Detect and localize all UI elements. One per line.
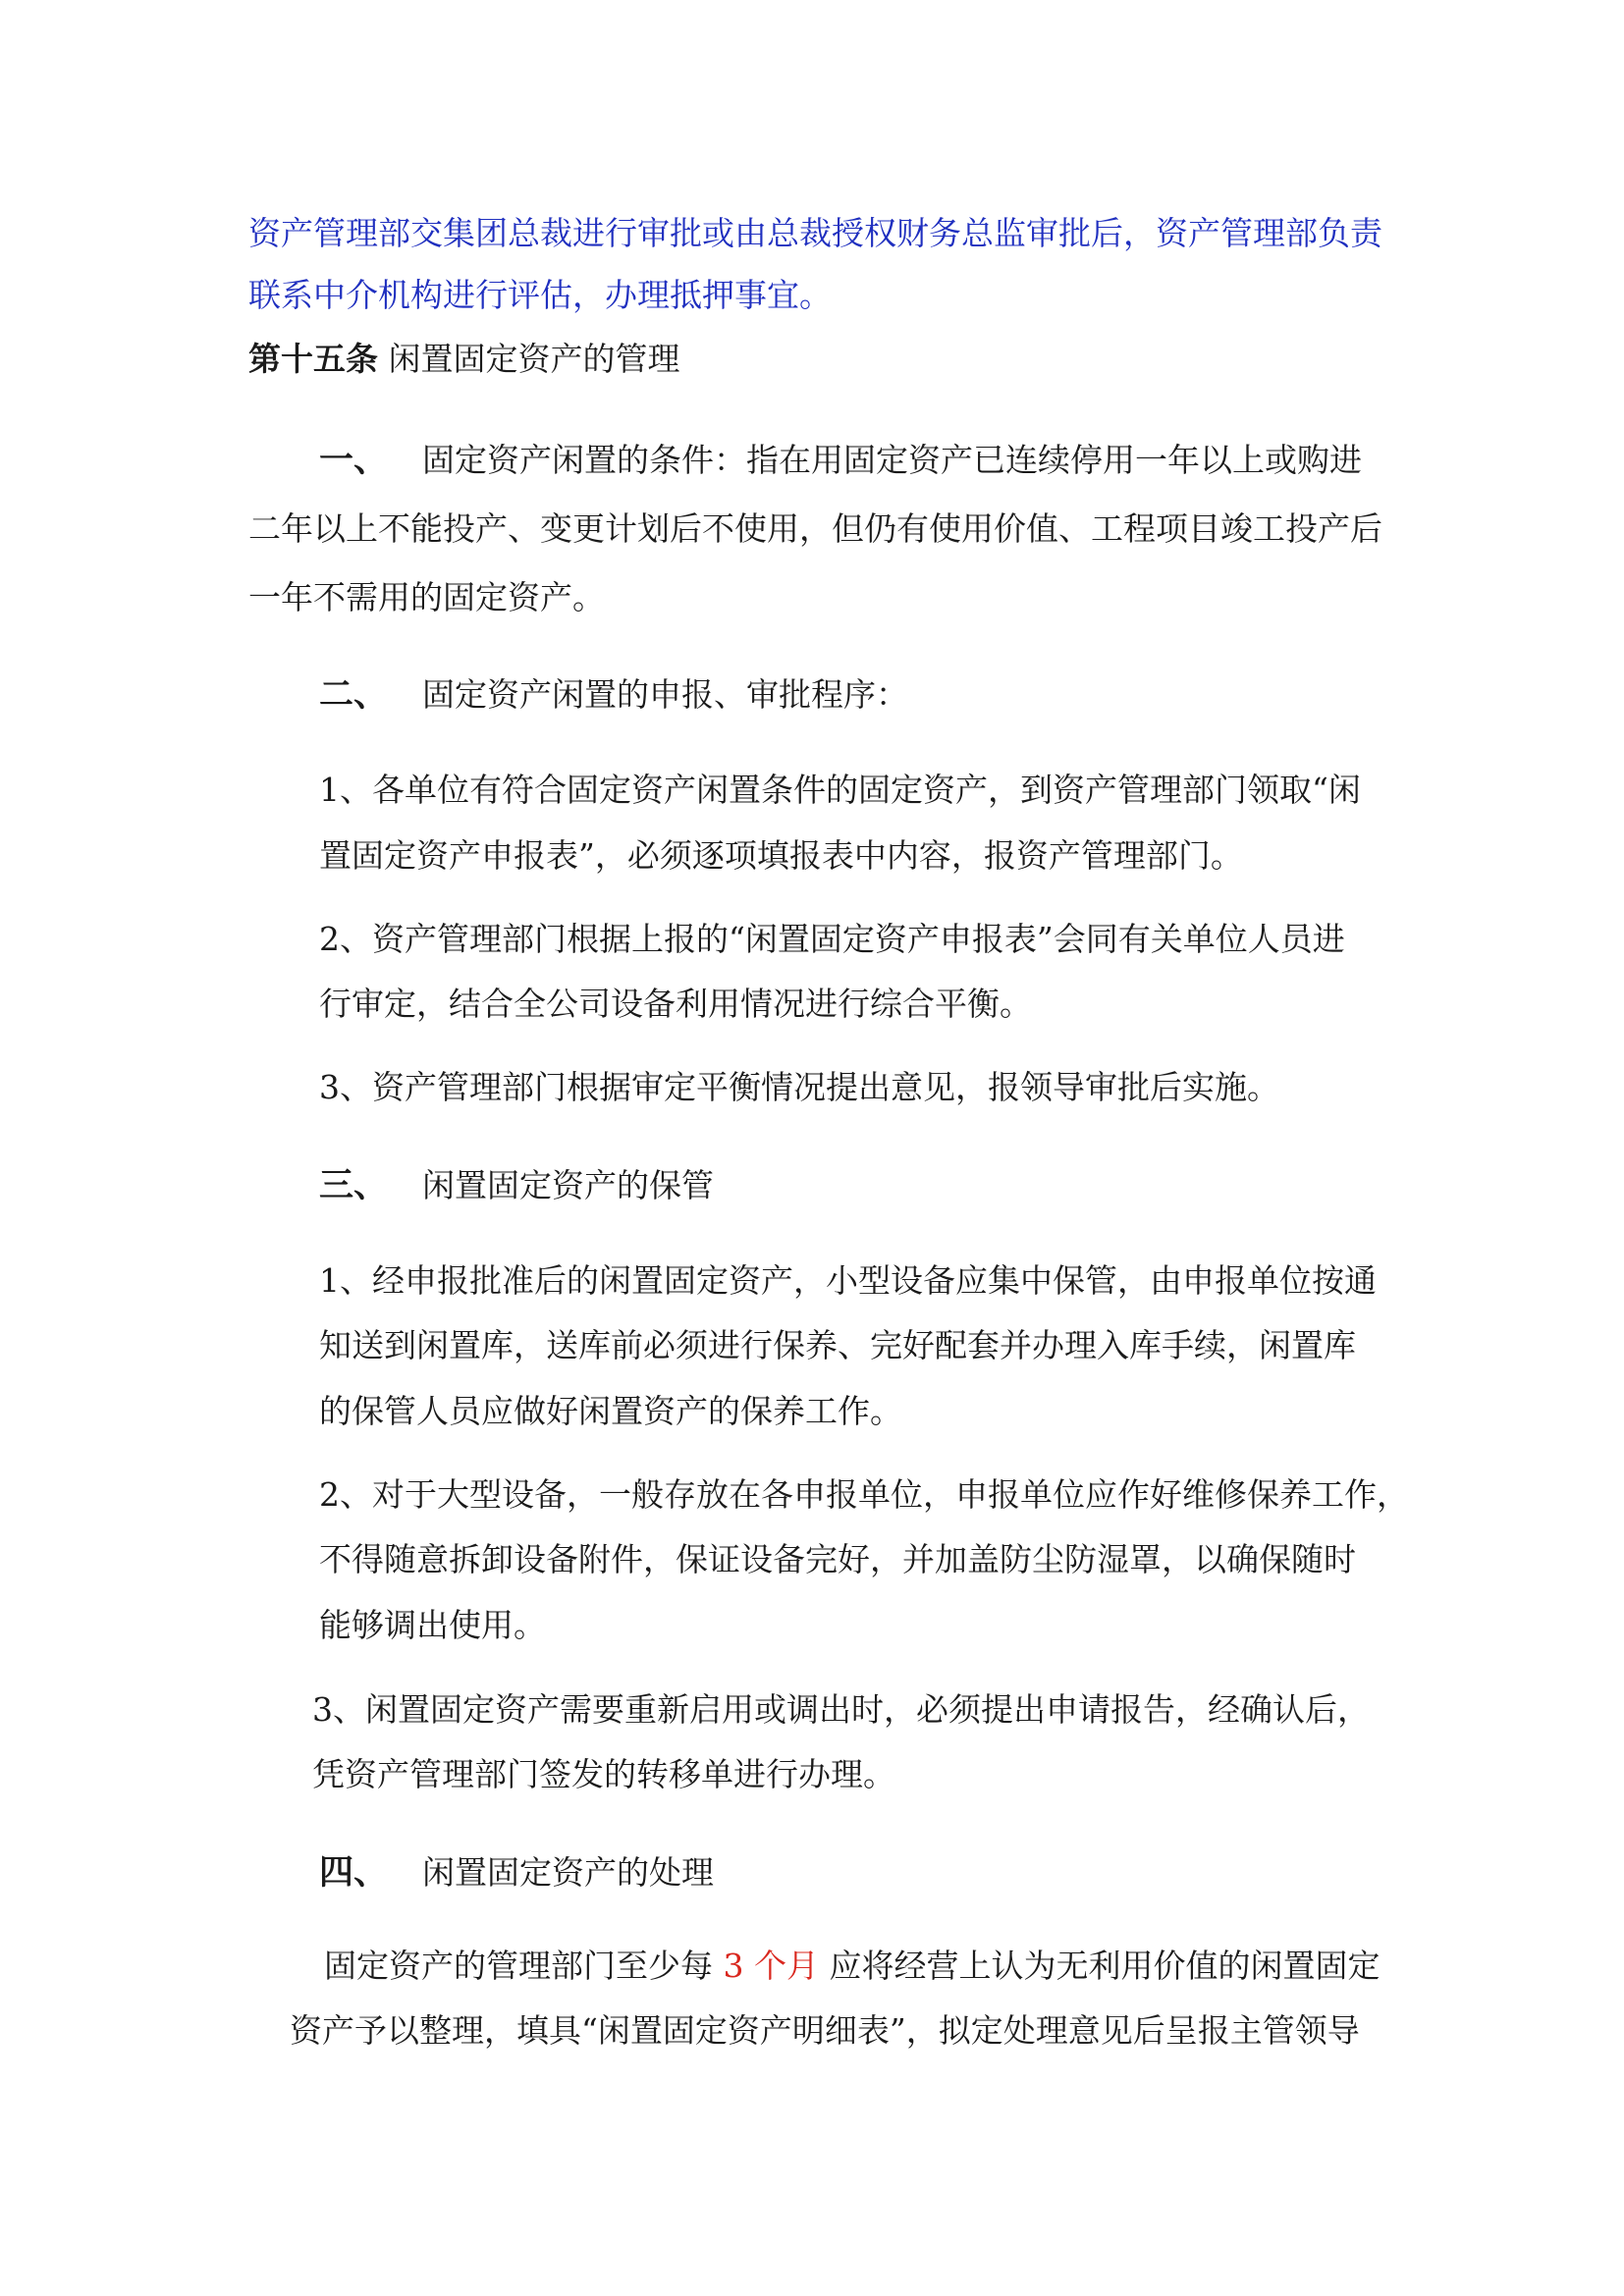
article-label: 第十五条 xyxy=(248,340,378,378)
section-2-item-2-line-1: 2、资产管理部门根据上报的“闲置固定资产申报表”会同有关单位人员进 xyxy=(319,920,1345,958)
section-2-number: 二、 xyxy=(319,675,389,715)
section-4-para-post: 应将经营上认为无利用价值的闲置固定 xyxy=(829,1947,1380,1985)
section-2-item-2-line-2: 行审定，结合全公司设备利用情况进行综合平衡。 xyxy=(319,985,1032,1023)
intro-line-2: 联系中介机构进行评估，办理抵押事宜。 xyxy=(248,276,832,314)
section-4-paragraph-line-2: 资产予以整理，填具“闲置固定资产明细表”，拟定处理意见后呈报主管领导 xyxy=(290,2011,1360,2050)
section-2-title: 固定资产闲置的申报、审批程序： xyxy=(422,675,908,714)
section-1-number: 一、 xyxy=(319,441,389,480)
section-4-paragraph-line-1 xyxy=(324,1947,1380,1986)
section-1-line-3: 一年不需用的固定资产。 xyxy=(248,578,605,616)
section-3-item-3-line-1: 3、闲置固定资产需要重新启用或调出时，必须提出申请报告，经确认后， xyxy=(312,1690,1370,1729)
section-3-item-2-line-2: 不得随意拆卸设备附件，保证设备完好，并加盖防尘防湿罩，以确保随时 xyxy=(319,1540,1356,1578)
section-3-item-1-line-3: 的保管人员应做好闲置资产的保养工作。 xyxy=(319,1392,902,1430)
intro-line-1: 资产管理部交集团总裁进行审批或由总裁授权财务总监审批后，资产管理部负责 xyxy=(248,214,1382,252)
section-4-title: 闲置固定资产的处理 xyxy=(422,1853,714,1892)
section-4-para-highlight: 3 个月 xyxy=(723,1947,819,1985)
article-title: 闲置固定资产的管理 xyxy=(388,340,680,378)
section-1-line-2: 二年以上不能投产、变更计划后不使用，但仍有使用价值、工程项目竣工投产后 xyxy=(248,509,1382,548)
section-3-item-1-line-2: 知送到闲置库，送库前必须进行保养、完好配套并办理入库手续，闲置库 xyxy=(319,1326,1356,1364)
section-4-para-pre: 固定资产的管理部门至少每 xyxy=(324,1947,713,1985)
section-3-item-2-line-3: 能够调出使用。 xyxy=(319,1606,546,1644)
article-heading xyxy=(248,340,680,379)
section-2-item-3: 3、资产管理部门根据审定平衡情况提出意见，报领导审批后实施。 xyxy=(319,1068,1279,1106)
section-2-item-1-line-1: 1、各单位有符合固定资产闲置条件的固定资产，到资产管理部门领取“闲 xyxy=(319,771,1361,809)
section-3-title: 闲置固定资产的保管 xyxy=(422,1166,714,1204)
section-3-item-1-line-1: 1、经申报批准后的闲置固定资产，小型设备应集中保管，由申报单位按通 xyxy=(319,1261,1377,1300)
section-3-item-3-line-2: 凭资产管理部门签发的转移单进行办理。 xyxy=(312,1755,895,1793)
section-1-line-1: 固定资产闲置的条件：指在用固定资产已连续停用一年以上或购进 xyxy=(422,441,1362,479)
section-3-item-2-line-1: 2、对于大型设备，一般存放在各申报单位，申报单位应作好维修保养工作， xyxy=(319,1475,1409,1514)
section-2-item-1-line-2: 置固定资产申报表”，必须逐项填报表中内容，报资产管理部门。 xyxy=(319,836,1243,875)
section-4-number: 四、 xyxy=(319,1853,389,1893)
section-3-number: 三、 xyxy=(319,1166,389,1205)
